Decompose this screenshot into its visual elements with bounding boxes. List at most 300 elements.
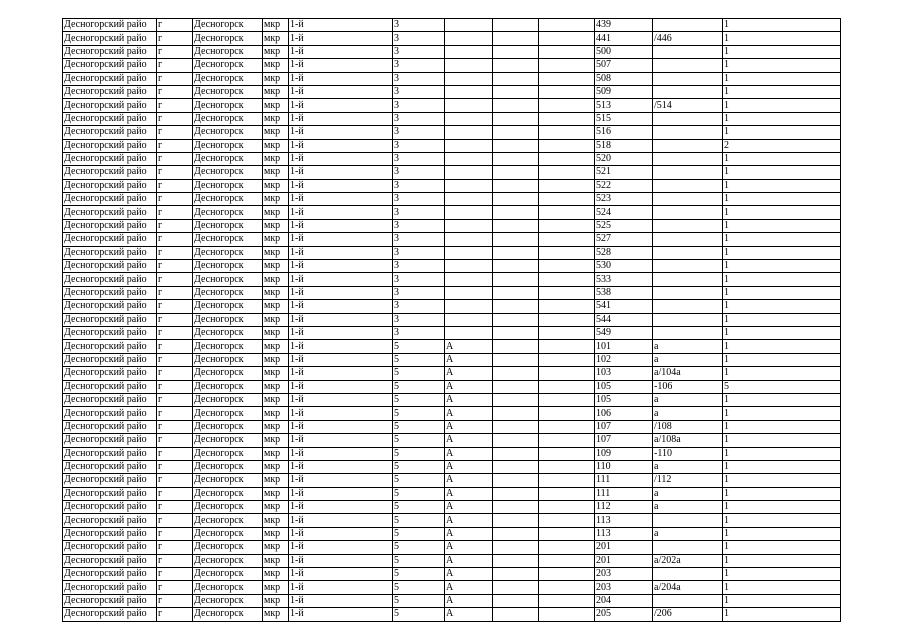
cell-city-type: г xyxy=(157,541,193,554)
cell-city-type: г xyxy=(157,206,193,219)
cell-city: Десногорск xyxy=(193,367,263,380)
cell-col-9 xyxy=(539,487,595,500)
cell-building: А xyxy=(445,367,493,380)
cell-apartment: 541 xyxy=(595,300,653,313)
cell-city: Десногорск xyxy=(193,300,263,313)
cell-apartment-suffix xyxy=(653,286,723,299)
table-row xyxy=(63,72,841,85)
cell-col-8 xyxy=(493,313,539,326)
cell-apartment-suffix: а xyxy=(653,460,723,473)
cell-microdistrict-type: мкр xyxy=(263,554,289,567)
cell-apartment-suffix xyxy=(653,273,723,286)
cell-count: 1 xyxy=(723,568,841,581)
cell-microdistrict-type: мкр xyxy=(263,85,289,98)
cell-district: Десногорский райо xyxy=(63,608,157,621)
cell-microdistrict-type: мкр xyxy=(263,99,289,112)
table-row xyxy=(63,514,841,527)
cell-district: Десногорский райо xyxy=(63,541,157,554)
cell-district: Десногорский райо xyxy=(63,19,157,32)
cell-city: Десногорск xyxy=(193,260,263,273)
cell-building xyxy=(445,233,493,246)
cell-microdistrict: 1-й xyxy=(289,393,393,406)
cell-col-9 xyxy=(539,233,595,246)
cell-district: Десногорский райо xyxy=(63,179,157,192)
cell-house: 3 xyxy=(393,19,445,32)
cell-microdistrict-type: мкр xyxy=(263,407,289,420)
cell-house: 5 xyxy=(393,594,445,607)
cell-apartment: 549 xyxy=(595,326,653,339)
cell-col-8 xyxy=(493,474,539,487)
cell-city-type: г xyxy=(157,420,193,433)
cell-count: 1 xyxy=(723,286,841,299)
cell-col-8 xyxy=(493,353,539,366)
cell-count: 1 xyxy=(723,112,841,125)
cell-col-9 xyxy=(539,460,595,473)
cell-count: 1 xyxy=(723,420,841,433)
cell-microdistrict: 1-й xyxy=(289,460,393,473)
cell-col-9 xyxy=(539,541,595,554)
cell-city-type: г xyxy=(157,514,193,527)
cell-microdistrict-type: мкр xyxy=(263,166,289,179)
cell-house: 5 xyxy=(393,568,445,581)
cell-city-type: г xyxy=(157,286,193,299)
cell-col-9 xyxy=(539,45,595,58)
cell-col-8 xyxy=(493,380,539,393)
cell-col-8 xyxy=(493,45,539,58)
cell-col-9 xyxy=(539,246,595,259)
cell-city-type: г xyxy=(157,45,193,58)
cell-house: 3 xyxy=(393,59,445,72)
cell-house: 3 xyxy=(393,45,445,58)
cell-city-type: г xyxy=(157,594,193,607)
cell-microdistrict-type: мкр xyxy=(263,206,289,219)
cell-col-8 xyxy=(493,514,539,527)
cell-city: Десногорск xyxy=(193,45,263,58)
cell-house: 5 xyxy=(393,434,445,447)
cell-apartment-suffix xyxy=(653,179,723,192)
cell-apartment: 103 xyxy=(595,367,653,380)
cell-district: Десногорский райо xyxy=(63,260,157,273)
cell-microdistrict-type: мкр xyxy=(263,219,289,232)
cell-district: Десногорский райо xyxy=(63,233,157,246)
cell-col-8 xyxy=(493,554,539,567)
cell-microdistrict: 1-й xyxy=(289,45,393,58)
cell-house: 5 xyxy=(393,554,445,567)
cell-microdistrict-type: мкр xyxy=(263,152,289,165)
cell-city-type: г xyxy=(157,152,193,165)
cell-microdistrict: 1-й xyxy=(289,407,393,420)
cell-apartment: 508 xyxy=(595,72,653,85)
cell-col-9 xyxy=(539,554,595,567)
cell-count: 1 xyxy=(723,206,841,219)
cell-col-8 xyxy=(493,487,539,500)
cell-col-8 xyxy=(493,460,539,473)
cell-col-9 xyxy=(539,393,595,406)
cell-microdistrict-type: мкр xyxy=(263,541,289,554)
cell-city: Десногорск xyxy=(193,568,263,581)
cell-house: 5 xyxy=(393,608,445,621)
table-row xyxy=(63,99,841,112)
cell-city: Десногорск xyxy=(193,286,263,299)
cell-microdistrict: 1-й xyxy=(289,594,393,607)
cell-apartment: 105 xyxy=(595,380,653,393)
cell-count: 1 xyxy=(723,608,841,621)
cell-district: Десногорский райо xyxy=(63,340,157,353)
cell-city: Десногорск xyxy=(193,434,263,447)
cell-col-9 xyxy=(539,166,595,179)
cell-district: Десногорский райо xyxy=(63,286,157,299)
cell-house: 3 xyxy=(393,219,445,232)
cell-apartment: 110 xyxy=(595,460,653,473)
table-row xyxy=(63,233,841,246)
cell-microdistrict-type: мкр xyxy=(263,420,289,433)
table-row xyxy=(63,407,841,420)
cell-microdistrict-type: мкр xyxy=(263,326,289,339)
cell-building xyxy=(445,112,493,125)
cell-apartment: 513 xyxy=(595,99,653,112)
cell-col-8 xyxy=(493,233,539,246)
cell-city-type: г xyxy=(157,326,193,339)
cell-microdistrict: 1-й xyxy=(289,608,393,621)
cell-apartment: 105 xyxy=(595,393,653,406)
cell-microdistrict-type: мкр xyxy=(263,112,289,125)
cell-apartment: 527 xyxy=(595,233,653,246)
cell-microdistrict: 1-й xyxy=(289,313,393,326)
cell-count: 1 xyxy=(723,313,841,326)
cell-house: 5 xyxy=(393,353,445,366)
cell-apartment-suffix: а xyxy=(653,353,723,366)
cell-microdistrict-type: мкр xyxy=(263,434,289,447)
cell-microdistrict-type: мкр xyxy=(263,72,289,85)
cell-col-9 xyxy=(539,527,595,540)
table-row xyxy=(63,152,841,165)
cell-col-8 xyxy=(493,85,539,98)
cell-col-9 xyxy=(539,581,595,594)
cell-city-type: г xyxy=(157,219,193,232)
cell-count: 1 xyxy=(723,393,841,406)
cell-house: 5 xyxy=(393,407,445,420)
cell-district: Десногорский райо xyxy=(63,112,157,125)
cell-count: 5 xyxy=(723,380,841,393)
cell-microdistrict: 1-й xyxy=(289,300,393,313)
cell-building: А xyxy=(445,460,493,473)
cell-microdistrict-type: мкр xyxy=(263,246,289,259)
cell-house: 3 xyxy=(393,139,445,152)
cell-apartment-suffix xyxy=(653,126,723,139)
cell-city: Десногорск xyxy=(193,233,263,246)
cell-apartment: 205 xyxy=(595,608,653,621)
cell-microdistrict-type: мкр xyxy=(263,608,289,621)
cell-city: Десногорск xyxy=(193,474,263,487)
cell-col-8 xyxy=(493,568,539,581)
cell-col-9 xyxy=(539,273,595,286)
cell-apartment: 516 xyxy=(595,126,653,139)
cell-microdistrict-type: мкр xyxy=(263,514,289,527)
cell-microdistrict: 1-й xyxy=(289,72,393,85)
cell-count: 1 xyxy=(723,474,841,487)
cell-city: Десногорск xyxy=(193,393,263,406)
cell-apartment-suffix: а/108а xyxy=(653,434,723,447)
cell-city-type: г xyxy=(157,273,193,286)
cell-microdistrict-type: мкр xyxy=(263,313,289,326)
cell-col-8 xyxy=(493,407,539,420)
cell-city: Десногорск xyxy=(193,487,263,500)
cell-apartment-suffix: /206 xyxy=(653,608,723,621)
table-row xyxy=(63,313,841,326)
cell-apartment: 203 xyxy=(595,581,653,594)
cell-city-type: г xyxy=(157,367,193,380)
cell-count: 1 xyxy=(723,353,841,366)
cell-microdistrict-type: мкр xyxy=(263,260,289,273)
cell-microdistrict-type: мкр xyxy=(263,527,289,540)
cell-apartment: 107 xyxy=(595,420,653,433)
cell-col-8 xyxy=(493,72,539,85)
cell-count: 1 xyxy=(723,85,841,98)
cell-city: Десногорск xyxy=(193,85,263,98)
cell-col-9 xyxy=(539,568,595,581)
table-row xyxy=(63,420,841,433)
cell-apartment: 533 xyxy=(595,273,653,286)
cell-microdistrict: 1-й xyxy=(289,474,393,487)
cell-apartment-suffix: /446 xyxy=(653,32,723,45)
cell-city: Десногорск xyxy=(193,193,263,206)
cell-apartment: 201 xyxy=(595,541,653,554)
cell-count: 1 xyxy=(723,527,841,540)
cell-city: Десногорск xyxy=(193,340,263,353)
cell-apartment: 113 xyxy=(595,514,653,527)
cell-count: 1 xyxy=(723,273,841,286)
cell-apartment-suffix xyxy=(653,152,723,165)
cell-district: Десногорский райо xyxy=(63,219,157,232)
cell-city: Десногорск xyxy=(193,112,263,125)
cell-building xyxy=(445,152,493,165)
cell-house: 3 xyxy=(393,32,445,45)
cell-building: А xyxy=(445,554,493,567)
cell-count: 1 xyxy=(723,193,841,206)
table-row xyxy=(63,527,841,540)
cell-city: Десногорск xyxy=(193,99,263,112)
cell-col-8 xyxy=(493,179,539,192)
cell-building: А xyxy=(445,541,493,554)
cell-col-9 xyxy=(539,72,595,85)
cell-building xyxy=(445,300,493,313)
cell-house: 5 xyxy=(393,380,445,393)
cell-apartment-suffix xyxy=(653,45,723,58)
cell-district: Десногорский райо xyxy=(63,300,157,313)
cell-district: Десногорский райо xyxy=(63,501,157,514)
cell-microdistrict: 1-й xyxy=(289,32,393,45)
cell-col-9 xyxy=(539,32,595,45)
cell-house: 5 xyxy=(393,527,445,540)
cell-building: А xyxy=(445,447,493,460)
cell-city: Десногорск xyxy=(193,541,263,554)
cell-apartment-suffix xyxy=(653,326,723,339)
cell-microdistrict: 1-й xyxy=(289,126,393,139)
cell-col-9 xyxy=(539,206,595,219)
cell-col-8 xyxy=(493,206,539,219)
cell-apartment: 525 xyxy=(595,219,653,232)
cell-district: Десногорский райо xyxy=(63,554,157,567)
cell-count: 1 xyxy=(723,554,841,567)
cell-house: 3 xyxy=(393,72,445,85)
cell-house: 5 xyxy=(393,460,445,473)
cell-apartment-suffix xyxy=(653,59,723,72)
cell-city: Десногорск xyxy=(193,407,263,420)
cell-count: 1 xyxy=(723,447,841,460)
cell-house: 3 xyxy=(393,326,445,339)
cell-col-8 xyxy=(493,126,539,139)
cell-count: 1 xyxy=(723,152,841,165)
cell-microdistrict-type: мкр xyxy=(263,286,289,299)
cell-apartment: 500 xyxy=(595,45,653,58)
cell-col-9 xyxy=(539,152,595,165)
cell-microdistrict: 1-й xyxy=(289,353,393,366)
cell-col-9 xyxy=(539,474,595,487)
cell-col-8 xyxy=(493,19,539,32)
cell-apartment: 441 xyxy=(595,32,653,45)
cell-microdistrict: 1-й xyxy=(289,286,393,299)
cell-col-9 xyxy=(539,99,595,112)
cell-apartment-suffix xyxy=(653,206,723,219)
table-row xyxy=(63,568,841,581)
cell-city-type: г xyxy=(157,447,193,460)
cell-apartment: 439 xyxy=(595,19,653,32)
cell-col-9 xyxy=(539,594,595,607)
cell-microdistrict: 1-й xyxy=(289,541,393,554)
cell-microdistrict: 1-й xyxy=(289,581,393,594)
cell-house: 5 xyxy=(393,393,445,406)
cell-district: Десногорский райо xyxy=(63,32,157,45)
cell-city: Десногорск xyxy=(193,152,263,165)
cell-microdistrict-type: мкр xyxy=(263,581,289,594)
cell-apartment: 528 xyxy=(595,246,653,259)
cell-building: А xyxy=(445,608,493,621)
cell-city-type: г xyxy=(157,393,193,406)
cell-count: 1 xyxy=(723,219,841,232)
cell-count: 2 xyxy=(723,139,841,152)
cell-microdistrict-type: мкр xyxy=(263,594,289,607)
cell-city-type: г xyxy=(157,434,193,447)
cell-building: А xyxy=(445,474,493,487)
cell-city: Десногорск xyxy=(193,179,263,192)
cell-col-9 xyxy=(539,367,595,380)
cell-city: Десногорск xyxy=(193,554,263,567)
cell-count: 1 xyxy=(723,340,841,353)
cell-city-type: г xyxy=(157,568,193,581)
cell-house: 3 xyxy=(393,260,445,273)
cell-microdistrict-type: мкр xyxy=(263,45,289,58)
cell-col-9 xyxy=(539,19,595,32)
cell-col-8 xyxy=(493,193,539,206)
cell-city-type: г xyxy=(157,340,193,353)
cell-building xyxy=(445,206,493,219)
cell-city-type: г xyxy=(157,233,193,246)
cell-col-8 xyxy=(493,594,539,607)
cell-col-8 xyxy=(493,581,539,594)
cell-count: 1 xyxy=(723,407,841,420)
cell-district: Десногорский райо xyxy=(63,206,157,219)
cell-city-type: г xyxy=(157,380,193,393)
cell-city-type: г xyxy=(157,32,193,45)
table-row xyxy=(63,300,841,313)
cell-city: Десногорск xyxy=(193,126,263,139)
cell-col-8 xyxy=(493,152,539,165)
cell-col-8 xyxy=(493,246,539,259)
cell-microdistrict: 1-й xyxy=(289,447,393,460)
cell-apartment: 530 xyxy=(595,260,653,273)
cell-district: Десногорский райо xyxy=(63,273,157,286)
cell-city-type: г xyxy=(157,126,193,139)
cell-district: Десногорский райо xyxy=(63,434,157,447)
cell-microdistrict: 1-й xyxy=(289,233,393,246)
table-row xyxy=(63,608,841,621)
cell-city: Десногорск xyxy=(193,72,263,85)
cell-apartment-suffix: а xyxy=(653,487,723,500)
table-row xyxy=(63,340,841,353)
cell-microdistrict-type: мкр xyxy=(263,59,289,72)
cell-house: 5 xyxy=(393,501,445,514)
cell-building xyxy=(445,139,493,152)
cell-col-9 xyxy=(539,193,595,206)
table-row xyxy=(63,273,841,286)
cell-microdistrict: 1-й xyxy=(289,179,393,192)
cell-col-9 xyxy=(539,326,595,339)
cell-microdistrict: 1-й xyxy=(289,260,393,273)
cell-building xyxy=(445,193,493,206)
cell-apartment-suffix xyxy=(653,19,723,32)
cell-building: А xyxy=(445,380,493,393)
cell-house: 3 xyxy=(393,85,445,98)
cell-city-type: г xyxy=(157,300,193,313)
table-row xyxy=(63,179,841,192)
cell-district: Десногорский райо xyxy=(63,126,157,139)
cell-district: Десногорский райо xyxy=(63,568,157,581)
cell-building xyxy=(445,246,493,259)
cell-house: 3 xyxy=(393,112,445,125)
cell-house: 3 xyxy=(393,166,445,179)
cell-apartment-suffix xyxy=(653,85,723,98)
cell-count: 1 xyxy=(723,501,841,514)
cell-microdistrict: 1-й xyxy=(289,152,393,165)
cell-col-8 xyxy=(493,393,539,406)
cell-building xyxy=(445,45,493,58)
cell-city: Десногорск xyxy=(193,32,263,45)
cell-house: 3 xyxy=(393,206,445,219)
cell-apartment: 523 xyxy=(595,193,653,206)
cell-house: 5 xyxy=(393,367,445,380)
cell-microdistrict-type: мкр xyxy=(263,474,289,487)
table-row xyxy=(63,286,841,299)
cell-microdistrict: 1-й xyxy=(289,501,393,514)
cell-district: Десногорский райо xyxy=(63,380,157,393)
cell-apartment: 515 xyxy=(595,112,653,125)
cell-city: Десногорск xyxy=(193,166,263,179)
cell-building xyxy=(445,72,493,85)
cell-building: А xyxy=(445,353,493,366)
cell-building xyxy=(445,326,493,339)
cell-apartment-suffix: /112 xyxy=(653,474,723,487)
cell-microdistrict-type: мкр xyxy=(263,340,289,353)
cell-microdistrict: 1-й xyxy=(289,340,393,353)
cell-microdistrict: 1-й xyxy=(289,380,393,393)
cell-district: Десногорский райо xyxy=(63,152,157,165)
table-row xyxy=(63,393,841,406)
cell-col-8 xyxy=(493,286,539,299)
cell-city-type: г xyxy=(157,139,193,152)
cell-col-9 xyxy=(539,260,595,273)
cell-microdistrict-type: мкр xyxy=(263,139,289,152)
cell-house: 5 xyxy=(393,581,445,594)
